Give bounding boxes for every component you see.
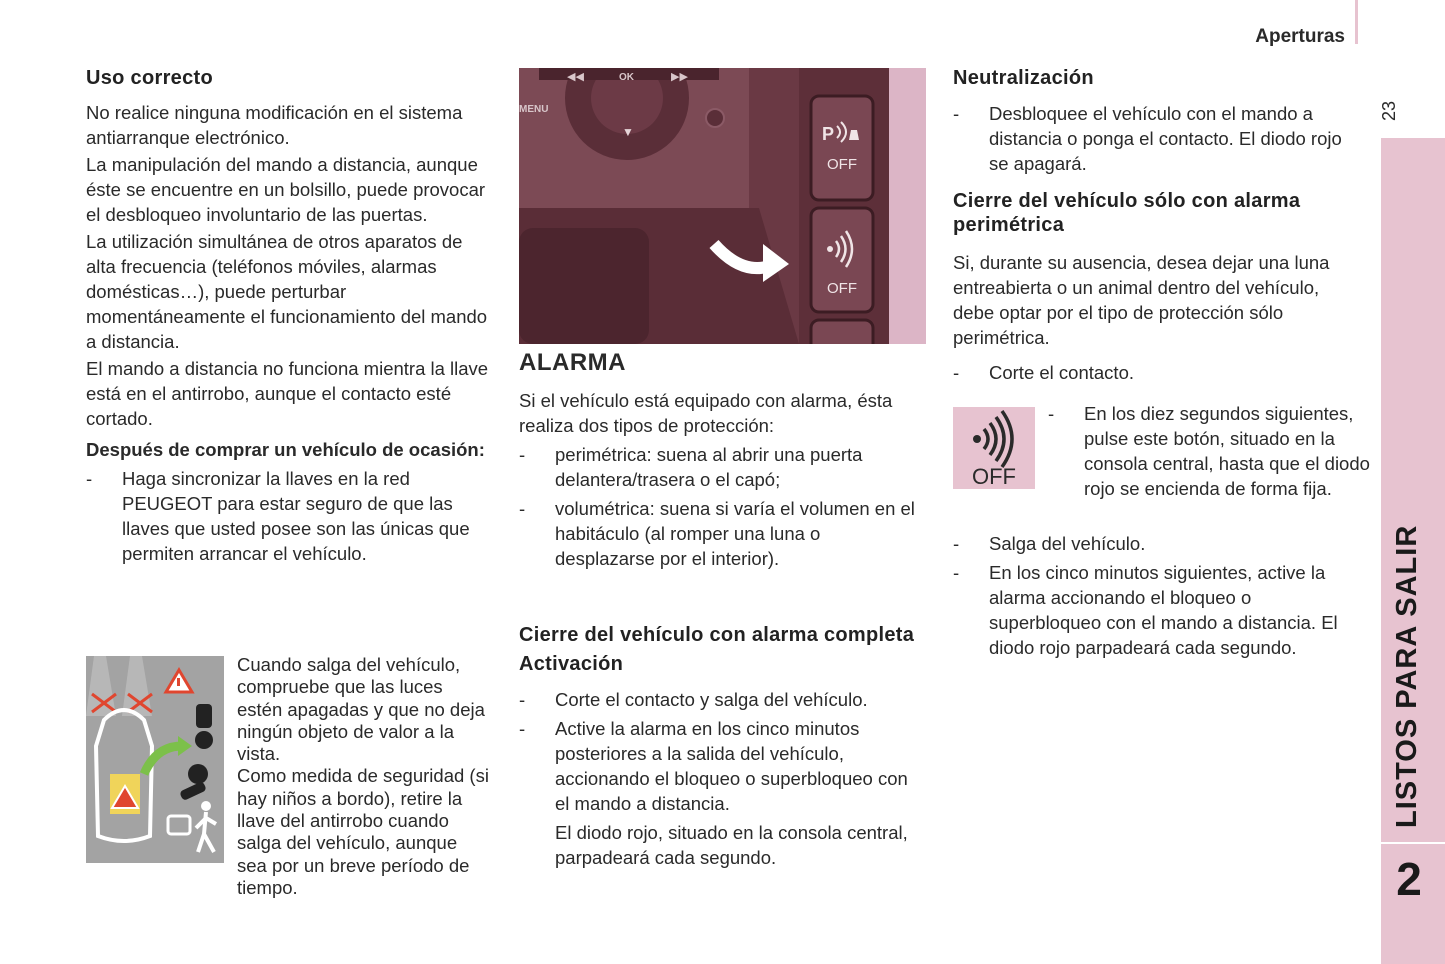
- list-item: - Desbloquee el vehículo con el mando a distancia o ponga el contacto. El diodo rojo se apagará.: [953, 103, 1342, 174]
- menu-label: MENU: [519, 104, 549, 115]
- list-item: - volumétrica: suena si varía el volumen en el habitáculo (al romper una luna o desplazarse por el interior).: [519, 498, 915, 569]
- paragraph: El mando a distancia no funciona mientra la llave está en el antirrobo, aunque el contacto esté cortado.: [86, 358, 489, 429]
- list-item: - Haga sincronizar la llaves en la red PEUGEOT para estar seguro de que las llaves que usted posee son las únicas que permiten arrancar el vehículo.: [86, 468, 470, 564]
- warning-paragraph: Como medida de seguridad (si hay niños a bordo), retire la llave del antirrobo cuando salga del vehículo, aunque sea por un breve período de tiempo.: [237, 765, 489, 898]
- console-photo: [519, 68, 926, 344]
- list-item: - En los cinco minutos siguientes, active la alarma accionando el bloqueo o superbloqueo con el mando a distancia. El diodo rojo parpadeará cada segundo.: [953, 562, 1338, 658]
- perimetrica-intro: Si, durante su ausencia, desea dejar una luna entreabierta o un animal dentro del vehículo, debe optar por el tipo de protección sólo perimétrica.: [953, 252, 1330, 348]
- off-label-2: OFF: [827, 280, 857, 297]
- paragraph: La utilización simultánea de otros aparatos de alta frecuencia (teléfonos móviles, alarmas domésticas…), puede perturbar momentáneamente el funcionamiento del mando a distancia.: [86, 231, 488, 352]
- column-1: [86, 66, 496, 566]
- warning-illustration: [86, 656, 224, 863]
- list-item: - Salga del vehículo.: [953, 533, 1146, 554]
- column-3: [953, 66, 1370, 660]
- chapter-title: LISTOS PARA SALIR: [1391, 524, 1423, 828]
- heading-neutralizacion: Neutralización: [953, 67, 1094, 89]
- note-diodo: El diodo rojo, situado en la consola central, parpadeará cada segundo.: [555, 822, 908, 868]
- p-label: P: [822, 124, 835, 144]
- list-item: - Corte el contacto y salga del vehículo.: [519, 689, 868, 710]
- alarma-title: ALARMA: [519, 349, 626, 376]
- side-tab-separator: [1381, 842, 1445, 844]
- subheading-vehiculo-ocasion: Después de comprar un vehículo de ocasión:: [86, 439, 485, 460]
- off-label-1: OFF: [827, 156, 857, 173]
- heading-alarma-perimetrica: Cierre del vehículo sólo con alarma perimétrica: [953, 190, 1301, 236]
- list-item: - En los diez segundos siguientes, pulse este botón, situado en la consola central, hasta que el diodo rojo se encienda de forma fija.: [1048, 403, 1370, 499]
- button-instruction: [953, 403, 1370, 531]
- heading-alarma-completa: Cierre del vehículo con alarma completa: [519, 624, 915, 646]
- alarm-button-photo: [519, 68, 926, 344]
- list-item: - Corte el contacto.: [953, 362, 1134, 383]
- warning-text: [237, 654, 492, 899]
- column-2: [519, 349, 919, 870]
- subheading-activacion: Activación: [519, 653, 624, 675]
- rewind-icon: ◀◀: [567, 71, 584, 83]
- alarma-intro: Si el vehículo está equipado con alarma, ésta realiza dos tipos de protección:: [519, 390, 893, 436]
- icon-off-label: OFF: [972, 464, 1016, 489]
- warning-paragraph: Cuando salga del vehículo, compruebe que las luces estén apagadas y que no deja ningún objeto de valor a la vista.: [237, 654, 485, 765]
- car-safety-icon: [86, 656, 224, 863]
- list-item: - Active la alarma en los cinco minutos posteriores a la salida del vehículo, accionando el bloqueo o superbloqueo con el mando a distancia.: [519, 718, 908, 814]
- paragraph: La manipulación del mando a distancia, aunque éste se encuentre en un bolsillo, puede provocar el desbloqueo involuntario de las puertas.: [86, 154, 486, 225]
- heading-uso-correcto: Uso correcto: [86, 67, 213, 89]
- alarm-off-button-icon: [953, 407, 1035, 489]
- list-item: - perimétrica: suena al abrir una puerta delantera/trasera o el capó;: [519, 444, 863, 490]
- forward-icon: ▶▶: [671, 71, 688, 83]
- paragraph: No realice ninguna modificación en el sistema antiarranque electrónico.: [86, 102, 463, 148]
- chapter-number: 2: [1396, 853, 1422, 905]
- header-section-title: Aperturas: [1255, 26, 1345, 47]
- ok-label: OK: [619, 72, 634, 83]
- page-number: 23: [1379, 100, 1399, 122]
- header-divider: [1355, 0, 1358, 44]
- down-arrow-icon: ▼: [622, 125, 634, 139]
